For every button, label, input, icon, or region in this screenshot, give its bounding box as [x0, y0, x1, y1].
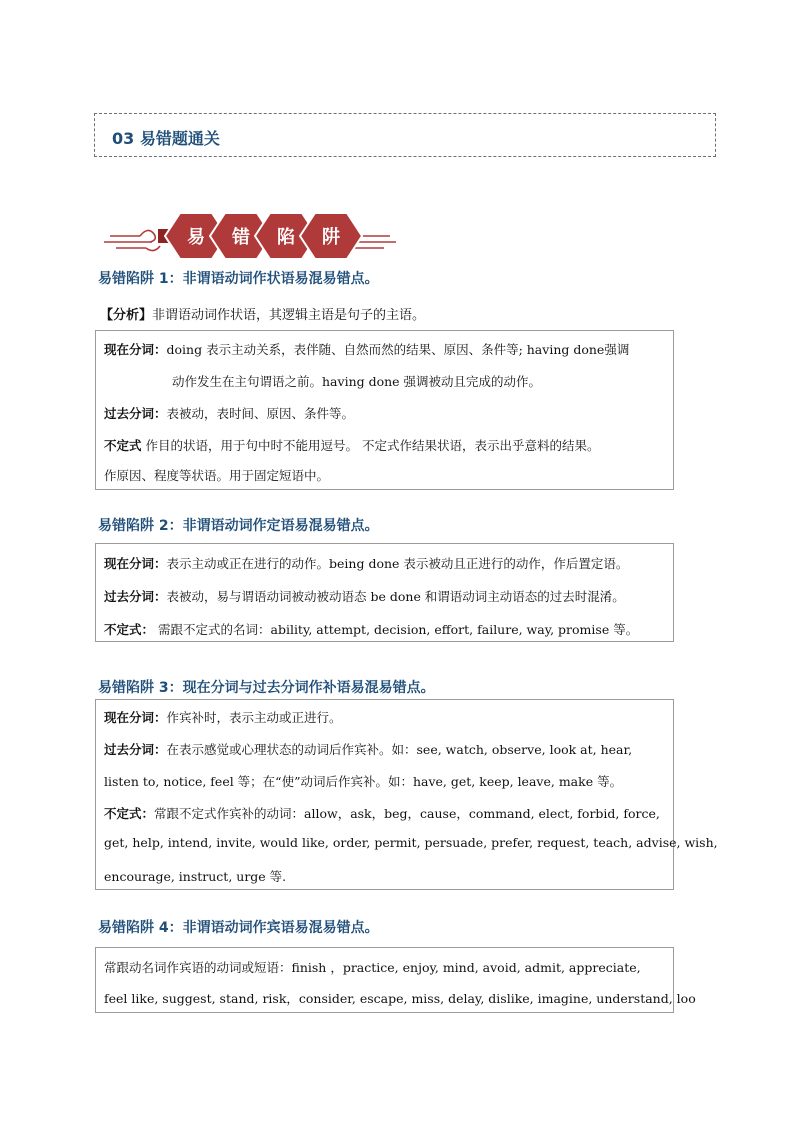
- trap1-box: [95, 330, 674, 490]
- trap3-inf-line-3: encourage, instruct, urge 等.: [104, 869, 287, 884]
- section-title-box: [94, 113, 716, 157]
- text: doing 表示主动关系，表伴随、自然而然的结果、原因、条件等; having done强调: [166, 342, 630, 357]
- analysis-text: 非谓语动词作状语，其逻辑主语是句子的主语。: [152, 308, 426, 323]
- trap1-inf-line-2: 作原因、程度等状语。用于固定短语中。: [104, 468, 330, 483]
- label: 现在分词：: [104, 710, 167, 725]
- trap4-line-2: feel like, suggest, stand, risk，consider, escape, miss, delay, dislike, imagine, understand, loo: [104, 991, 696, 1006]
- label: 不定式：: [104, 622, 155, 637]
- text: 表示主动或正在进行的动作。being done 表示被动且正进行的动作，作后置定语。: [166, 556, 629, 571]
- trap-banner: [100, 207, 400, 265]
- trap1-inf-line: [104, 436, 599, 454]
- trap2-present-line: [104, 554, 628, 572]
- trap3-inf-line: [104, 804, 660, 822]
- banner-char-2: 错: [232, 227, 250, 248]
- trap3-present-line: [104, 708, 342, 726]
- analysis-tag: 【分析】: [100, 308, 153, 323]
- trap2-past-line: [104, 587, 625, 605]
- label: 不定式: [104, 438, 142, 453]
- trap3-heading: 易错陷阱 3：现在分词与过去分词作补语易混易错点。: [98, 680, 435, 696]
- label: 过去分词：: [104, 406, 167, 421]
- text: 在表示感觉或心理状态的动词后作宾补。如：see, watch, observe, look at, hear,: [166, 742, 633, 757]
- banner-char-4: 阱: [322, 227, 340, 248]
- text: 常跟不定式作宾补的动词：allow，ask，beg，cause，command, elect, forbid, force,: [154, 806, 660, 821]
- trap1-present-line-2: 动作发生在主句谓语之前。having done 强调被动且完成的动作。: [172, 374, 542, 389]
- trap2-box: [95, 543, 674, 642]
- trap4-box: [95, 947, 696, 1013]
- trap3-past-line-2: listen to, notice, feel 等；在“使”动词后作宾补。如：have, get, keep, leave, make 等。: [104, 774, 623, 789]
- trap1-analysis: [100, 304, 425, 323]
- trap3-box: [95, 699, 718, 890]
- trap1-heading: 易错陷阱 1：非谓语动词作状语易混易错点。: [98, 271, 379, 287]
- trap1-present-line: [104, 340, 629, 358]
- trap4-line-1: 常跟动名词作宾语的动词或短语：finish ，practice, enjoy, mind, avoid, admit, appreciate,: [104, 960, 641, 975]
- hex-4: [300, 213, 362, 259]
- label: 现在分词：: [104, 556, 167, 571]
- trap2-inf-line: [104, 620, 638, 638]
- trap1-past-line: [104, 404, 354, 422]
- banner-char-1: 易: [187, 227, 205, 248]
- label: 过去分词：: [104, 742, 167, 757]
- label: 现在分词：: [104, 342, 167, 357]
- text: 需跟不定式的名词：ability, attempt, decision, effort, failure, way, promise 等。: [154, 622, 639, 637]
- trap4-heading: 易错陷阱 4：非谓语动词作宾语易混易错点。: [98, 920, 379, 936]
- label: 过去分词：: [104, 589, 167, 604]
- section-title: 03 易错题通关: [112, 129, 220, 148]
- banner-left-ornament: [104, 230, 160, 250]
- text: 表被动，表时间、原因、条件等。: [166, 406, 355, 421]
- text: 作宾补时，表示主动或正进行。: [166, 710, 342, 725]
- label: 不定式：: [104, 806, 155, 821]
- text: 作目的状语，用于句中时不能用逗号。 不定式作结果状语，表示出乎意料的结果。: [141, 438, 600, 453]
- trap3-past-line: [104, 740, 632, 758]
- trap2-heading: 易错陷阱 2：非谓语动词作定语易混易错点。: [98, 518, 379, 534]
- trap3-inf-line-2: get, help, intend, invite, would like, order, permit, persuade, prefer, request, teach, advise, wish,: [104, 835, 718, 850]
- banner-char-3: 陷: [277, 227, 295, 248]
- text: 表被动，易与谓语动词被动被动语态 be done 和谓语动词主动语态的过去时混淆。: [166, 589, 625, 604]
